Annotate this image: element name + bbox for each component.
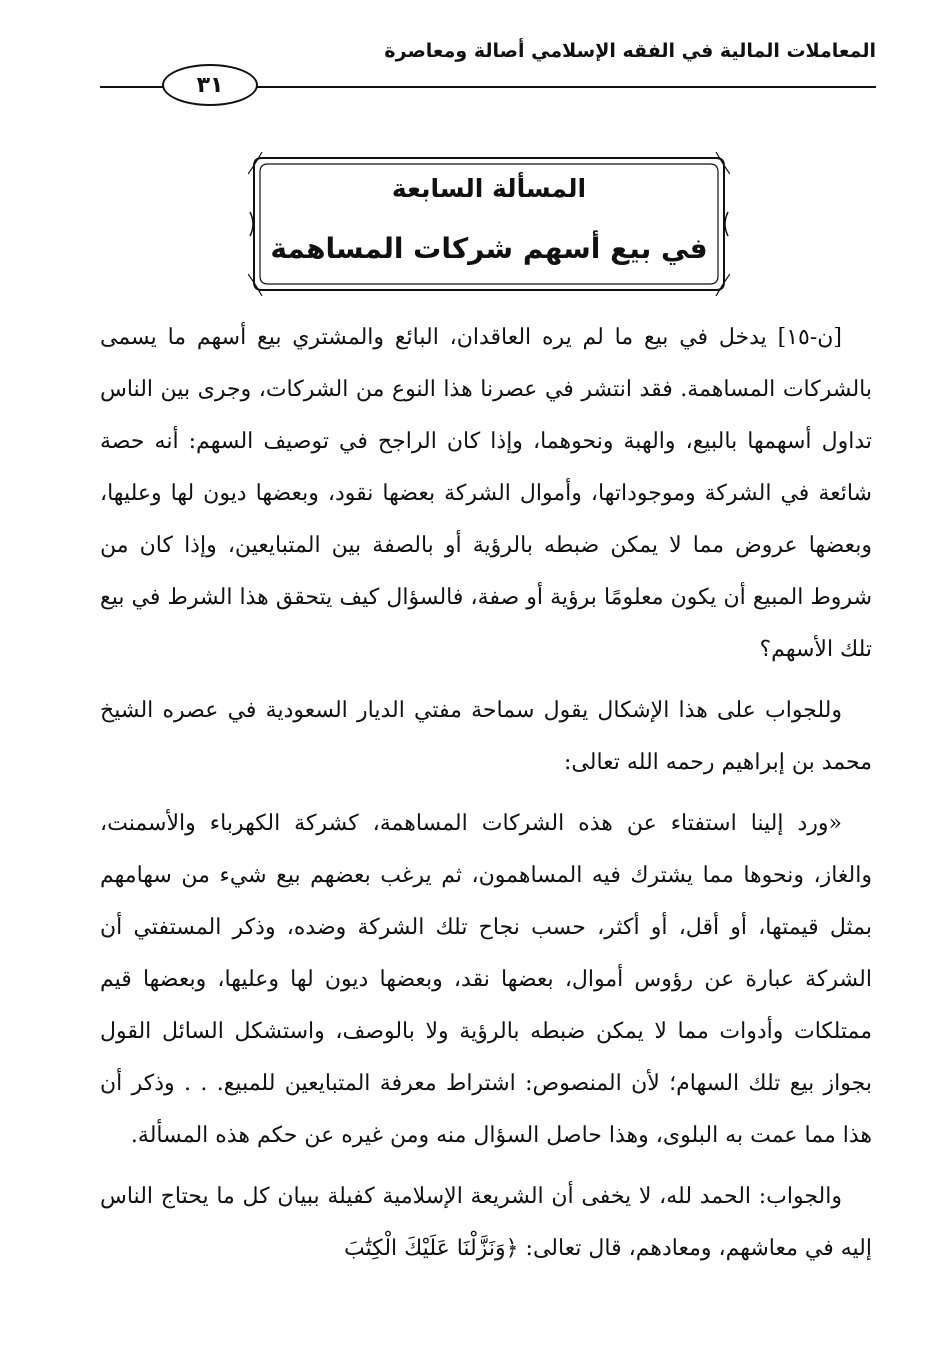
body-paragraph-4-text: والجواب: الحمد لله، لا يخفى أن الشريعة الإسلامية كفيلة ببيان كل ما يحتاج الناس إليه في معاشهم، ومعادهم، قال تعالى: [100,1184,872,1261]
body-paragraph-1: [ن-١٥] يدخل في بيع ما لم يره العاقدان، البائع والمشتري بيع أسهم ما يسمى بالشركات المساهمة. فقد انتشر في عصرنا هذا النوع من الشركات، وجرى بين الناس تداول أسهمها بالبيع، والهبة ونحوهما، وإذا كان الراجح في توصيف السهم: أنه حصة شائعة في الشركة وموجوداتها، وأموال الشركة بعضها نقود، وبعضها ديون لها وعليها، وبعضها عروض مما لا يمكن ضبطه بالرؤية أو بالصفة بين المتبايعين، وإذا كان من شروط المبيع أن يكون معلومًا برؤية أو صفة، فالسؤال كيف يتحقق هذا الشرط في بيع تلك الأسهم؟ [100,325,872,662]
section-title-frame [248,152,730,296]
body-paragraph-2: وللجواب على هذا الإشكال يقول سماحة مفتي الديار السعودية في عصره الشيخ محمد بن إبراهيم رحمه الله تعالى: [100,698,872,775]
section-title-line1: المسألة السابعة [391,174,587,203]
body-paragraph-4 [100,1171,872,1275]
quran-quote: ﴿وَنَزَّلْنَا عَلَيْكَ الْكِتَٰبَ [343,1236,519,1261]
page-number: ٣١ [162,64,258,106]
body-text [100,312,872,1284]
body-paragraph-3: «ورد إلينا استفتاء عن هذه الشركات المساهمة، كشركة الكهرباء والأسمنت، والغاز، ونحوها مما يشترك فيه المساهمون، ثم يرغب بعضهم بيع شيء من سهامهم بمثل قيمتها، أو أقل، أو أكثر، حسب نجاح تلك الشركة وضده، وذكر المستفتي أن الشركة عبارة عن رؤوس أموال، بعضها نقد، وبعضها ديون لها وعليها، وبعضها قيم ممتلكات وأدوات مما لا يمكن ضبطه بالرؤية ولا بالوصف، واستشكل السائل القول بجواز بيع تلك السهام؛ لأن المنصوص: اشتراط معرفة المتبايعين للمبيع. . . وذكر أن هذا مما عمت به البلوى، وهذا حاصل السؤال منه ومن غيره عن حكم هذه المسألة. [100,811,873,1148]
running-header-title: المعاملات المالية في الفقه الإسلامي أصالة ومعاصرة [384,40,876,62]
section-title-line2: في بيع أسهم شركات المساهمة [270,232,708,265]
